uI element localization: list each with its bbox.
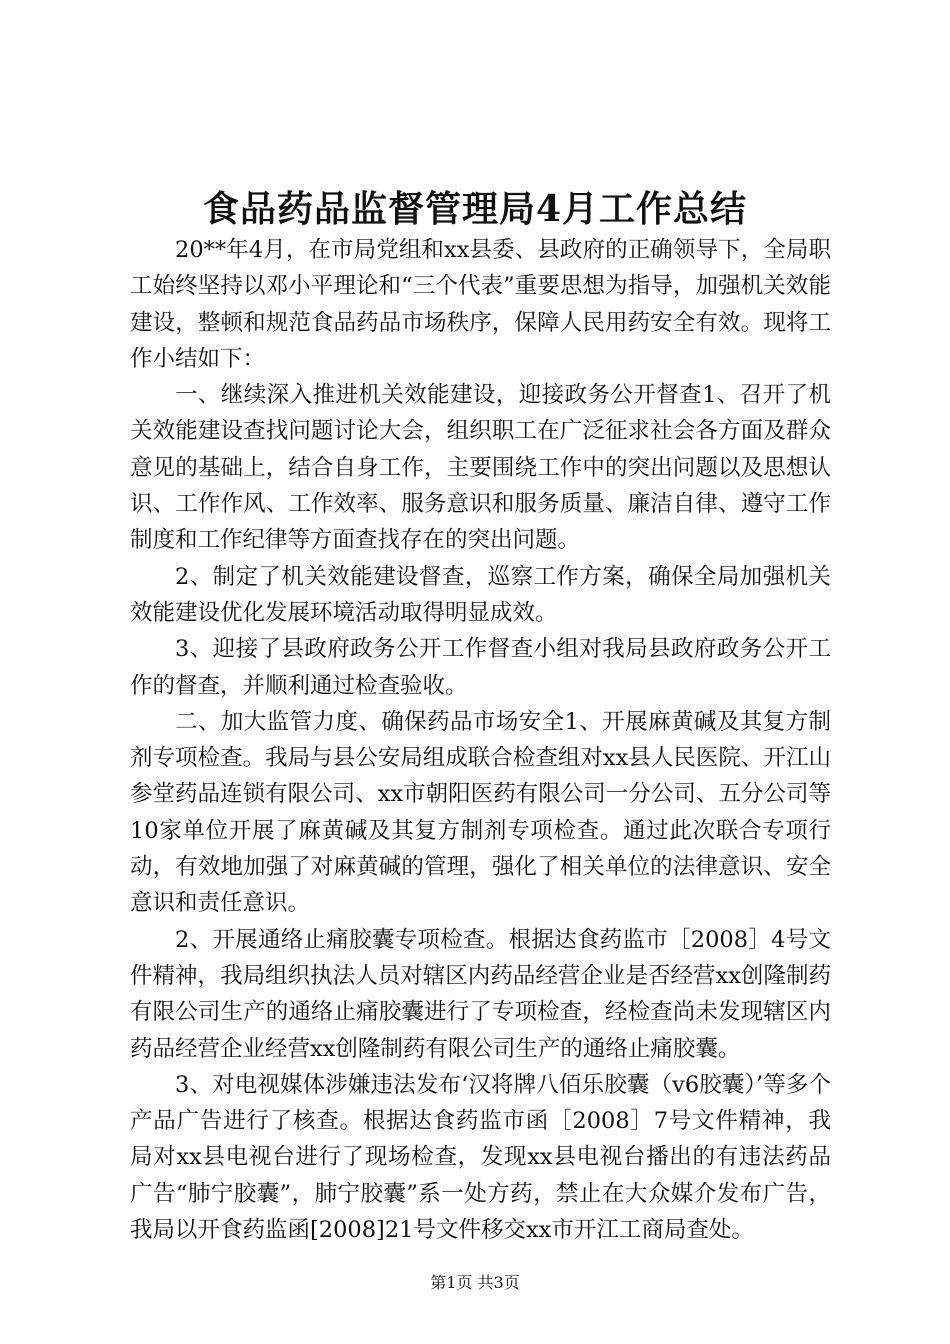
paragraph-section-1-item-2: 2、制定了机关效能建设督查，巡察工作方案，确保全局加强机关效能建设优化发展环境活动取得明显成效。 xyxy=(130,563,831,626)
paragraph-section-2-item-3: 3、对电视媒体涉嫌违法发布‘汉将牌八佰乐胶囊（v6胶囊）’等多个产品广告进行了核查。根据达食药监市函［2008］7号文件精神，我局对xx县电视台进行了现场检查，发现xx县电视台播出的有违法药品广告“肺宁胶囊”，肺宁胶囊”系一处方药，禁止在大众媒介发布广告，我局以开食药监函[2008]21号文件移交xx市开江工商局查处。 xyxy=(130,1071,831,1244)
paragraph-section-1-item-3: 3、迎接了县政府政务公开工作督查小组对我局县政府政务公开工作的督查，并顺利通过检查验收。 xyxy=(130,636,831,699)
page-footer: 第1页 共3页 xyxy=(430,1273,520,1292)
document-body xyxy=(130,232,831,1248)
paragraph-intro: 20**年4月，在市局党组和xx县委、县政府的正确领导下，全局职工始终坚持以邓小平理论和“三个代表”重要思想为指导，加强机关效能建设，整顿和规范食品药品市场秩序，保障人民用药安全有效。现将工作小结如下： xyxy=(130,237,831,372)
paragraph-section-2-item-2: 2、开展通络止痛胶囊专项检查。根据达食药监市［2008］4号文件精神，我局组织执法人员对辖区内药品经营企业是否经营xx创隆制药有限公司生产的通络止痛胶囊进行了专项检查，经检查尚未发现辖区内药品经营企业经营xx创隆制药有限公司生产的通络止痛胶囊。 xyxy=(130,926,831,1062)
paragraph-section-1-item-1: 一、继续深入推进机关效能建设，迎接政务公开督查1、召开了机关效能建设查找问题讨论大会，组织职工在广泛征求社会各方面及群众意见的基础上，结合自身工作，主要围绕工作中的突出问题以及思想认识、工作作风、工作效率、服务意识和服务质量、廉洁自律、遵守工作制度和工作纪律等方面查找存在的突出问题。 xyxy=(130,382,831,554)
paragraph-section-2-item-1: 二、加大监管力度、确保药品市场安全1、开展麻黄碱及其复方制剂专项检查。我局与县公安局组成联合检查组对xx县人民医院、开江山参堂药品连锁有限公司、xx市朝阳医药有限公司一分公司、五分公司等10家单位开展了麻黄碱及其复方制剂专项检查。通过此次联合专项行动，有效地加强了对麻黄碱的管理，强化了相关单位的法律意识、安全意识和责任意识。 xyxy=(130,708,831,917)
page-title: 食品药品监督管理局4月工作总结 xyxy=(202,188,748,230)
